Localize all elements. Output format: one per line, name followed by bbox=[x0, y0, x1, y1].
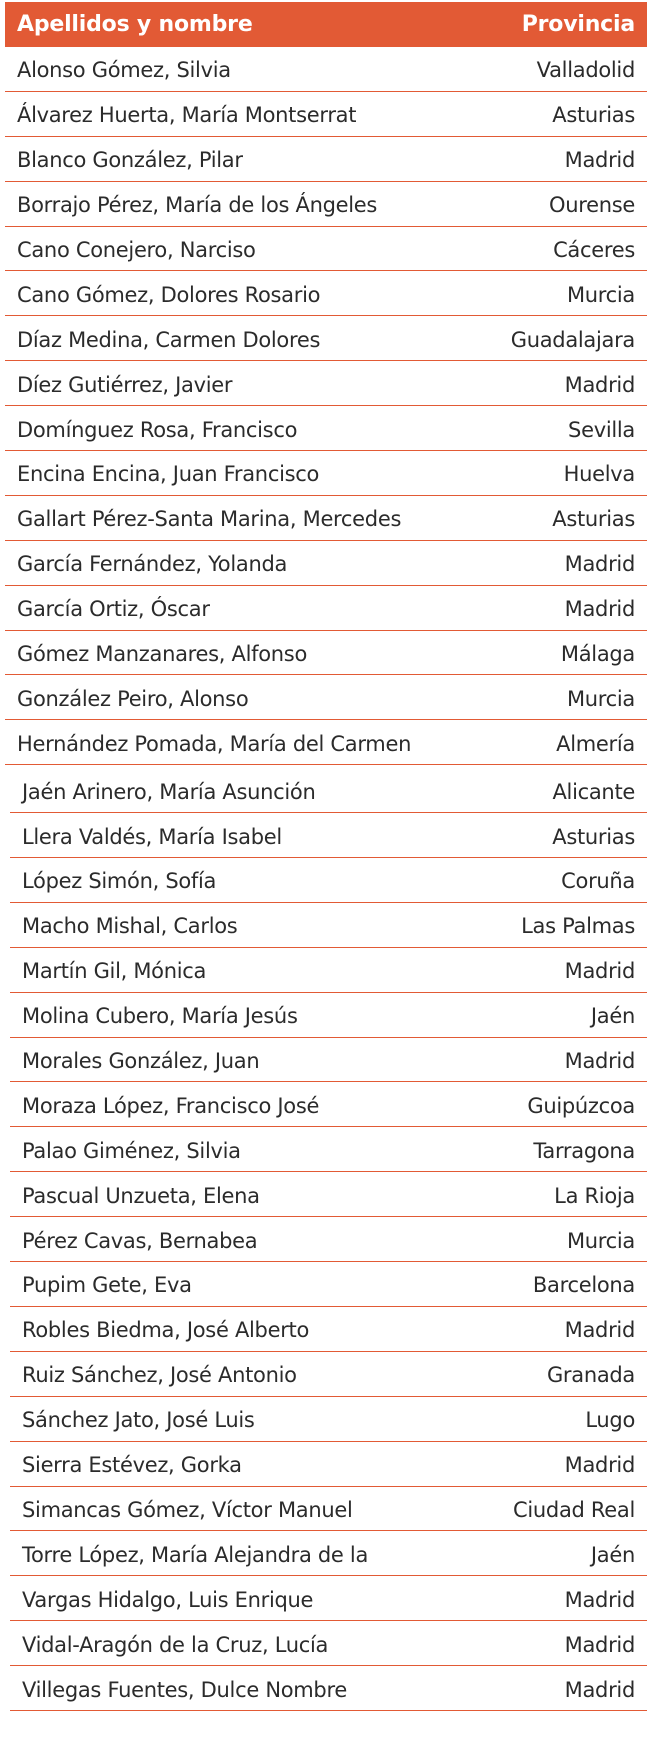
cell-province: Madrid bbox=[564, 1453, 635, 1478]
table-row bbox=[5, 586, 647, 631]
table-row bbox=[10, 1127, 647, 1172]
table-row bbox=[10, 948, 647, 993]
table-row bbox=[10, 1352, 647, 1397]
table-row bbox=[10, 1307, 647, 1352]
participants-table bbox=[5, 2, 647, 1711]
table-row bbox=[10, 1397, 647, 1442]
cell-province: Ourense bbox=[548, 193, 635, 218]
cell-name: Blanco González, Pilar bbox=[17, 148, 243, 173]
cell-province: Asturias bbox=[552, 103, 635, 128]
cell-name: Álvarez Huerta, María Montserrat bbox=[17, 103, 357, 128]
cell-name: García Ortiz, Óscar bbox=[17, 597, 210, 622]
cell-province: Madrid bbox=[564, 597, 635, 622]
table-row bbox=[10, 1531, 647, 1576]
table-body-second bbox=[5, 768, 647, 1711]
table-row bbox=[5, 361, 647, 406]
table-row bbox=[10, 1442, 647, 1487]
cell-province: Coruña bbox=[561, 869, 635, 894]
cell-name: Vidal-Aragón de la Cruz, Lucía bbox=[22, 1632, 329, 1657]
cell-name: García Fernández, Yolanda bbox=[17, 552, 288, 577]
cell-province: Málaga bbox=[560, 642, 635, 667]
cell-name: López Simón, Sofía bbox=[22, 869, 217, 894]
cell-province: La Rioja bbox=[554, 1183, 635, 1208]
cell-province: Madrid bbox=[564, 1632, 635, 1657]
header-name-label: Apellidos y nombre bbox=[17, 12, 253, 37]
table-row bbox=[5, 496, 647, 541]
cell-name: Gómez Manzanares, Alfonso bbox=[17, 642, 307, 667]
cell-name: Sánchez Jato, José Luis bbox=[22, 1408, 255, 1433]
cell-name: Pupim Gete, Eva bbox=[22, 1273, 192, 1298]
cell-province: Las Palmas bbox=[521, 914, 635, 939]
table-row bbox=[5, 92, 647, 137]
cell-province: Madrid bbox=[564, 1318, 635, 1343]
cell-name: Palao Giménez, Silvia bbox=[22, 1138, 241, 1163]
cell-name: Cano Gómez, Dolores Rosario bbox=[17, 282, 321, 307]
cell-name: Sierra Estévez, Gorka bbox=[22, 1453, 242, 1478]
cell-province: Valladolid bbox=[536, 58, 635, 83]
cell-name: Domínguez Rosa, Francisco bbox=[17, 417, 298, 442]
cell-name: Pérez Cavas, Bernabea bbox=[22, 1228, 258, 1253]
cell-name: Robles Biedma, José Alberto bbox=[22, 1318, 310, 1343]
table-row bbox=[10, 1576, 647, 1621]
cell-province: Cáceres bbox=[553, 238, 635, 262]
cell-name: Alonso Gómez, Silvia bbox=[17, 58, 231, 83]
cell-name: Pascual Unzueta, Elena bbox=[22, 1183, 260, 1208]
table-row bbox=[5, 227, 647, 272]
cell-name: Macho Mishal, Carlos bbox=[22, 914, 238, 939]
cell-province: Jaén bbox=[590, 1542, 635, 1567]
table-row bbox=[10, 993, 647, 1038]
table-row bbox=[10, 1038, 647, 1083]
cell-name: Encina Encina, Juan Francisco bbox=[17, 462, 320, 487]
cell-province: Guipúzcoa bbox=[527, 1093, 635, 1118]
cell-name: Simancas Gómez, Víctor Manuel bbox=[22, 1497, 353, 1522]
table-body-first bbox=[5, 47, 647, 765]
cell-name: Cano Conejero, Narciso bbox=[17, 238, 256, 262]
cell-name: González Peiro, Alonso bbox=[17, 686, 249, 711]
table-row bbox=[10, 1487, 647, 1532]
cell-province: Granada bbox=[546, 1363, 635, 1388]
cell-name: Jaén Arinero, María Asunción bbox=[22, 779, 316, 804]
cell-name: Moraza López, Francisco José bbox=[22, 1093, 320, 1118]
table-row bbox=[5, 720, 647, 765]
table-row bbox=[10, 813, 647, 858]
cell-name: Díaz Medina, Carmen Dolores bbox=[17, 327, 321, 352]
table-row bbox=[10, 858, 647, 903]
table-header bbox=[5, 2, 647, 47]
table-row bbox=[5, 631, 647, 676]
cell-province: Madrid bbox=[564, 552, 635, 577]
cell-name: Morales González, Juan bbox=[22, 1049, 260, 1074]
cell-name: Díez Gutiérrez, Javier bbox=[17, 372, 233, 397]
cell-province: Madrid bbox=[564, 1677, 635, 1702]
cell-province: Sevilla bbox=[568, 417, 635, 442]
table-row bbox=[5, 451, 647, 496]
cell-name: Villegas Fuentes, Dulce Nombre bbox=[22, 1677, 347, 1702]
cell-province: Madrid bbox=[564, 372, 635, 397]
table-row bbox=[5, 271, 647, 316]
header-province-label: Provincia bbox=[521, 12, 635, 37]
cell-province: Guadalajara bbox=[510, 327, 635, 352]
cell-province: Huelva bbox=[563, 462, 635, 487]
cell-province: Lugo bbox=[585, 1408, 635, 1433]
table-row bbox=[5, 406, 647, 451]
table-row bbox=[10, 768, 647, 813]
table-row bbox=[10, 1172, 647, 1217]
table-row bbox=[5, 675, 647, 720]
cell-name: Ruiz Sánchez, José Antonio bbox=[22, 1363, 297, 1388]
cell-name: Torre López, María Alejandra de la bbox=[22, 1542, 369, 1567]
cell-province: Murcia bbox=[566, 1228, 635, 1253]
cell-name: Gallart Pérez-Santa Marina, Mercedes bbox=[17, 507, 402, 532]
cell-province: Murcia bbox=[566, 282, 635, 307]
table-row bbox=[10, 903, 647, 948]
table-row bbox=[10, 1082, 647, 1127]
table-row bbox=[5, 541, 647, 586]
cell-name: Vargas Hidalgo, Luis Enrique bbox=[22, 1587, 314, 1612]
cell-name: Borrajo Pérez, María de los Ángeles bbox=[17, 193, 378, 218]
cell-province: Asturias bbox=[552, 824, 635, 849]
cell-name: Llera Valdés, María Isabel bbox=[22, 824, 282, 849]
table-row bbox=[10, 1217, 647, 1262]
cell-province: Madrid bbox=[564, 148, 635, 173]
table-row bbox=[10, 1262, 647, 1307]
cell-province: Madrid bbox=[564, 1049, 635, 1074]
cell-province: Murcia bbox=[566, 686, 635, 711]
table-row bbox=[10, 1621, 647, 1666]
cell-province: Madrid bbox=[564, 1587, 635, 1612]
table-row bbox=[5, 137, 647, 182]
table-row bbox=[10, 1666, 647, 1711]
cell-province: Asturias bbox=[552, 507, 635, 532]
table-row bbox=[5, 182, 647, 227]
cell-province: Tarragona bbox=[533, 1138, 635, 1163]
cell-province: Almería bbox=[556, 731, 635, 756]
cell-province: Barcelona bbox=[532, 1273, 635, 1298]
cell-name: Molina Cubero, María Jesús bbox=[22, 1004, 298, 1029]
cell-province: Madrid bbox=[564, 959, 635, 984]
table-row bbox=[5, 316, 647, 361]
cell-province: Ciudad Real bbox=[513, 1497, 635, 1522]
cell-province: Jaén bbox=[590, 1004, 635, 1029]
cell-name: Hernández Pomada, María del Carmen bbox=[17, 731, 412, 756]
cell-province: Alicante bbox=[552, 779, 635, 804]
table-row bbox=[5, 47, 647, 92]
cell-name: Martín Gil, Mónica bbox=[22, 959, 207, 984]
